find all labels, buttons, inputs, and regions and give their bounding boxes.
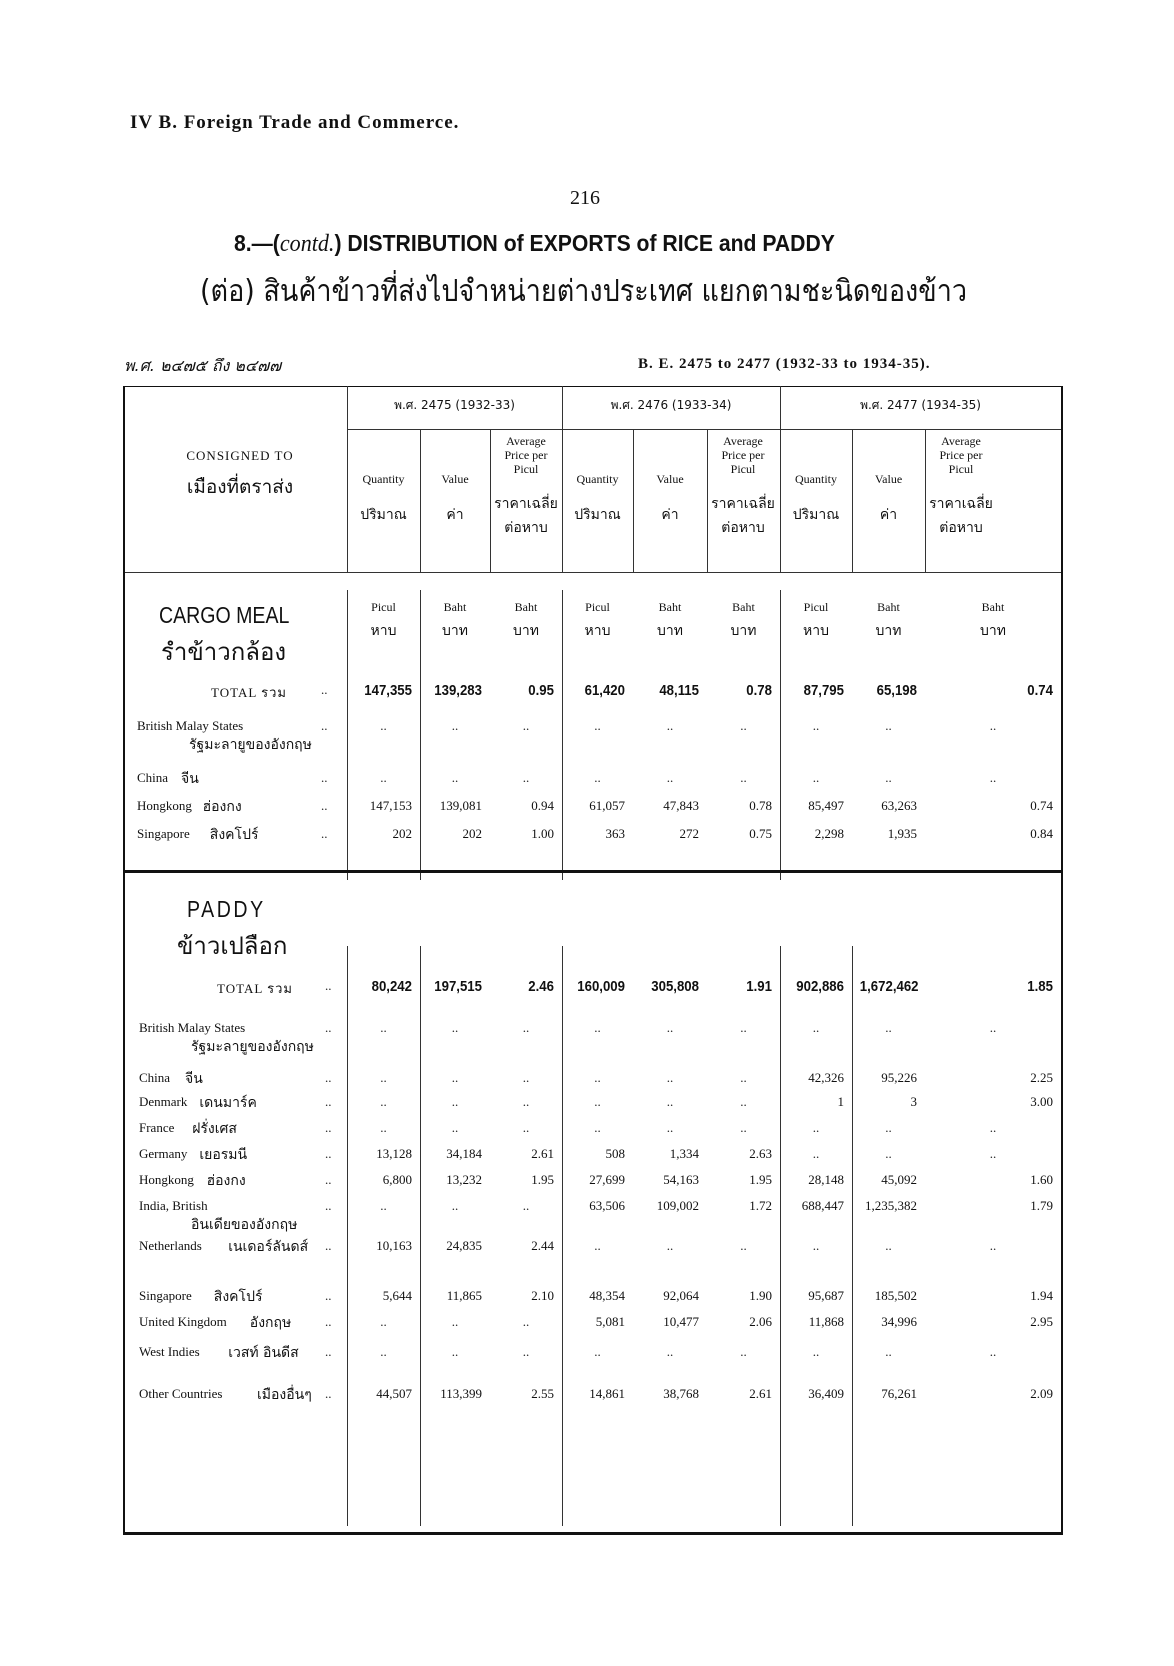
cargo-total-cell: 0.74 — [1027, 682, 1053, 699]
unit-label: Picul — [371, 600, 396, 614]
quantity-header: Quantity — [795, 472, 837, 486]
cargo-row-cell: .. — [451, 718, 459, 733]
unit-label: Baht — [877, 600, 900, 614]
paddy-row-cell: 11,865 — [446, 1288, 482, 1303]
value-header-th: ค่า — [446, 507, 464, 523]
paddy-row-cell: 1.94 — [1030, 1288, 1053, 1303]
cargo-row-cell: 0.78 — [749, 798, 772, 813]
paddy-country-th: สิงคโปร์ — [213, 1289, 263, 1305]
paddy-row-cell: 185,502 — [874, 1288, 917, 1303]
paddy-country-label: France — [139, 1120, 175, 1135]
cargo-meal-title-th: รำข้าวกล้อง — [161, 638, 287, 666]
paddy-total-cell: 1.91 — [746, 978, 772, 995]
paddy-row-cell: .. — [989, 1146, 997, 1161]
cargo-row-cell: .. — [989, 770, 997, 785]
paddy-row-cell: 6,800 — [382, 1172, 412, 1187]
paddy-row-cell: .. — [594, 1238, 601, 1253]
paddy-row-cell: 5,081 — [595, 1314, 625, 1329]
quantity-header-th: ปริมาณ — [792, 507, 840, 523]
cargo-row-cell: .. — [522, 770, 530, 785]
title-contd: contd. — [279, 231, 335, 257]
cargo-row-cell: 1.00 — [531, 826, 554, 841]
paddy-row-cell: 1.60 — [1030, 1172, 1053, 1187]
paddy-country-label: Netherlands — [139, 1238, 202, 1253]
paddy-row-cell: .. — [740, 1344, 747, 1359]
cargo-row-cell: .. — [522, 718, 530, 733]
paddy-row-cell: .. — [451, 1120, 459, 1135]
table-top-rule — [125, 386, 1061, 387]
unit-label-th: บาท — [513, 623, 539, 639]
col-rule — [490, 429, 491, 572]
paddy-country-th: เนเดอร์ลันดส์ — [228, 1239, 309, 1255]
year-header-rule — [347, 429, 1061, 430]
paddy-row-dots: .. — [325, 1172, 332, 1187]
cargo-row-cell: 363 — [605, 826, 625, 841]
paddy-row-cell: .. — [666, 1120, 674, 1135]
cargo-row-cell: 272 — [679, 826, 699, 841]
cargo-total-cell: 65,198 — [876, 682, 917, 699]
cargo-row-cell: .. — [594, 718, 601, 733]
paddy-total-cell: 1,672,462 — [859, 978, 919, 995]
unit-label-th: บาท — [442, 623, 468, 639]
year-1-header: พ.ศ. 2475 (1932-33) — [394, 398, 515, 412]
cargo-country-label: Hongkong — [137, 798, 192, 813]
consigned-to-th: เมืองที่ตราส่ง — [186, 476, 294, 498]
paddy-row-cell: 1.72 — [749, 1198, 772, 1213]
paddy-row-cell: .. — [989, 1120, 997, 1135]
paddy-country-label: Denmark — [139, 1094, 188, 1109]
unit-label: Baht — [658, 600, 682, 614]
paddy-row-cell: .. — [812, 1020, 820, 1035]
paddy-row-cell: 34,996 — [881, 1314, 917, 1329]
paddy-total-cell: 80,242 — [371, 978, 412, 995]
quantity-header: Quantity — [576, 472, 619, 486]
paddy-row-cell: 10,163 — [376, 1238, 412, 1253]
title-prefix: 8.—( — [234, 230, 280, 256]
paddy-row-cell: .. — [451, 1020, 459, 1035]
paddy-row-cell: 1.90 — [749, 1288, 772, 1303]
paddy-row-cell: .. — [380, 1314, 387, 1329]
paddy-row-cell: 63,506 — [589, 1198, 625, 1213]
quantity-header-th: ปริมาณ — [360, 507, 407, 523]
paddy-row-cell: 38,768 — [663, 1386, 699, 1401]
cargo-total-cell: 147,355 — [364, 682, 412, 699]
avg-price-header-th: ราคาเฉลี่ยต่อหาบ — [711, 496, 775, 536]
avg-price-header: Average Price per Picul — [721, 434, 765, 476]
cargo-total-cell: 48,115 — [659, 682, 699, 699]
cargo-row-cell: 0.94 — [531, 798, 554, 813]
year-range-th: พ.ศ. ๒๔๗๕ ถึง ๒๔๗๗ — [124, 356, 282, 375]
paddy-country-th: เมืองอื่นๆ — [257, 1387, 312, 1403]
cargo-row-cell: 202 — [462, 826, 482, 841]
year-3-header: พ.ศ. 2477 (1934-35) — [860, 398, 981, 412]
cargo-row-cell: .. — [989, 718, 997, 733]
paddy-row-cell: 508 — [605, 1146, 625, 1161]
paddy-row-cell: 1,235,382 — [865, 1198, 917, 1213]
cargo-total-label: TOTAL รวม — [211, 685, 287, 700]
unit-label: Baht — [981, 600, 1005, 614]
paddy-title-th: ข้าวเปลือก — [177, 932, 288, 960]
paddy-row-cell: .. — [666, 1344, 674, 1359]
paddy-country-th: เดนมาร์ค — [199, 1095, 257, 1111]
value-header: Value — [656, 472, 684, 486]
paddy-row-cell: .. — [812, 1146, 820, 1161]
paddy-row-cell: .. — [812, 1344, 820, 1359]
paddy-country-label: Hongkong — [139, 1172, 194, 1187]
paddy-row-cell: 13,128 — [376, 1146, 412, 1161]
paddy-country-th: เยอรมนี — [199, 1147, 248, 1163]
avg-price-header-th: ราคาเฉลี่ยต่อหาบ — [929, 496, 993, 536]
cargo-total-cell: 0.95 — [528, 682, 554, 699]
paddy-row-dots: .. — [325, 1120, 332, 1135]
cargo-total-cell: 139,283 — [434, 682, 482, 699]
paddy-country-th: อินเดียของอังกฤษ — [191, 1217, 298, 1233]
paddy-row-cell: 44,507 — [376, 1386, 412, 1401]
title-rest: ) DISTRIBUTION of EXPORTS of RICE and PADDY — [334, 230, 835, 256]
unit-label-th: บาท — [657, 623, 683, 639]
paddy-row-cell: 34,184 — [446, 1146, 482, 1161]
paddy-row-cell: 1,334 — [669, 1146, 699, 1161]
paddy-row-cell: 1.95 — [749, 1172, 772, 1187]
cargo-row-cell: 0.75 — [749, 826, 772, 841]
paddy-row-cell: .. — [740, 1070, 747, 1085]
paddy-country-th: ฝรั่งเศส — [192, 1121, 237, 1137]
paddy-row-cell: 2.10 — [531, 1288, 554, 1303]
cargo-row-cell: 63,263 — [881, 798, 917, 813]
paddy-row-cell: .. — [380, 1020, 387, 1035]
cargo-country-label: China — [137, 770, 169, 785]
year-2-header: พ.ศ. 2476 (1933-34) — [610, 398, 732, 412]
paddy-row-cell: 3 — [910, 1094, 917, 1109]
paddy-row-cell: .. — [594, 1120, 601, 1135]
paddy-row-dots: .. — [325, 1146, 332, 1161]
paddy-row-cell: 95,687 — [808, 1288, 844, 1303]
paddy-row-cell: .. — [885, 1146, 892, 1161]
paddy-row-cell: 92,064 — [663, 1288, 699, 1303]
paddy-country-label: United Kingdom — [139, 1314, 227, 1329]
cargo-country-th: รัฐมะลายูของอังกฤษ — [189, 737, 312, 753]
cargo-row-cell: .. — [885, 718, 892, 733]
col-rule — [707, 429, 708, 572]
paddy-row-cell: 45,092 — [881, 1172, 917, 1187]
paddy-row-cell: .. — [451, 1314, 459, 1329]
paddy-row-dots: .. — [325, 1070, 332, 1085]
col-rule — [925, 429, 926, 572]
value-header-th: ค่า — [661, 507, 679, 523]
paddy-country-th: เวสท์ อินดีส — [228, 1345, 299, 1361]
paddy-row-cell: .. — [380, 1120, 387, 1135]
cargo-row-cell: 47,843 — [663, 798, 699, 813]
cargo-total-cell: 61,420 — [584, 682, 625, 699]
paddy-row-cell: .. — [522, 1020, 530, 1035]
paddy-row-dots: .. — [325, 1094, 332, 1109]
paddy-row-cell: 2.63 — [749, 1146, 772, 1161]
paddy-row-cell: .. — [666, 1094, 674, 1109]
paddy-row-cell: 10,477 — [663, 1314, 699, 1329]
cargo-total-cell: 0.78 — [746, 682, 772, 699]
paddy-row-cell: 28,148 — [808, 1172, 844, 1187]
header-bottom-rule — [125, 572, 1061, 573]
cargo-country-label: British Malay States — [137, 718, 244, 733]
paddy-row-cell: .. — [380, 1070, 387, 1085]
unit-label: Picul — [585, 600, 610, 614]
paddy-row-cell: 109,002 — [656, 1198, 699, 1213]
paddy-row-cell: 36,409 — [808, 1386, 844, 1401]
paddy-row-cell: 688,447 — [801, 1198, 844, 1213]
unit-label-th: หาบ — [803, 623, 829, 639]
paddy-row-cell: .. — [885, 1120, 892, 1135]
paddy-row-cell: 3.00 — [1030, 1094, 1053, 1109]
paddy-row-cell: .. — [522, 1120, 530, 1135]
paddy-row-cell: 2.95 — [1030, 1314, 1053, 1329]
cargo-country-th: ฮ่องกง — [202, 799, 242, 815]
paddy-row-cell: .. — [885, 1238, 892, 1253]
paddy-row-cell: 11,868 — [808, 1314, 844, 1329]
paddy-row-cell: .. — [740, 1094, 747, 1109]
paddy-country-label: India, British — [139, 1198, 208, 1213]
paddy-row-cell: 2.44 — [531, 1238, 554, 1253]
cargo-row-cell: .. — [380, 770, 387, 785]
unit-label-th: บาท — [730, 623, 757, 639]
avg-price-header: Average Price per Picul — [504, 434, 548, 476]
paddy-row-cell: .. — [594, 1070, 601, 1085]
paddy-country-th: รัฐมะลายูของอังกฤษ — [191, 1039, 314, 1055]
paddy-row-cell: .. — [666, 1238, 674, 1253]
section-separator — [125, 870, 1061, 873]
cargo-row-cell: .. — [666, 718, 674, 733]
col-rule — [852, 429, 853, 572]
cargo-row-cell: 85,497 — [808, 798, 844, 813]
paddy-row-cell: 5,644 — [382, 1288, 412, 1303]
paddy-row-cell: .. — [522, 1314, 530, 1329]
col-rule — [633, 429, 634, 572]
cargo-row-cell: 61,057 — [589, 798, 625, 813]
paddy-row-cell: .. — [666, 1070, 674, 1085]
paddy-row-dots: .. — [325, 1344, 332, 1359]
unit-label: Picul — [803, 600, 829, 614]
paddy-row-cell: .. — [740, 1020, 747, 1035]
paddy-row-cell: 2.61 — [749, 1386, 772, 1401]
cargo-row-cell: .. — [380, 718, 387, 733]
paddy-row-cell: .. — [812, 1238, 820, 1253]
paddy-row-cell: 27,699 — [589, 1172, 625, 1187]
cargo-row-cell: .. — [812, 718, 820, 733]
value-header: Value — [441, 472, 469, 486]
cargo-row-cell: .. — [451, 770, 459, 785]
paddy-row-cell: .. — [989, 1238, 997, 1253]
paddy-row-cell: 113,399 — [440, 1386, 482, 1401]
unit-label: Baht — [732, 600, 755, 614]
cargo-row-cell: 139,081 — [439, 798, 482, 813]
cargo-row-cell: .. — [594, 770, 601, 785]
paddy-row-cell: .. — [989, 1344, 997, 1359]
paddy-country-label: China — [139, 1070, 171, 1085]
unit-label-th: บาท — [980, 623, 1006, 639]
paddy-row-dots: .. — [325, 1238, 332, 1253]
paddy-country-th: อังกฤษ — [249, 1315, 292, 1331]
paddy-row-dots: .. — [325, 1020, 332, 1035]
paddy-row-cell: .. — [989, 1020, 997, 1035]
paddy-row-cell: 54,163 — [663, 1172, 699, 1187]
paddy-row-cell: .. — [451, 1094, 459, 1109]
exports-table — [123, 386, 1063, 1535]
section-header: IV B. Foreign Trade and Commerce. — [130, 112, 460, 133]
consigned-to-en: CONSIGNED TO — [186, 448, 294, 463]
cargo-row-dots: .. — [321, 770, 328, 785]
paddy-row-cell: .. — [522, 1198, 530, 1213]
paddy-total-cell: 2.46 — [528, 978, 554, 995]
unit-label-th: หาบ — [584, 623, 611, 639]
paddy-row-cell: .. — [522, 1094, 530, 1109]
paddy-row-cell: 14,861 — [589, 1386, 625, 1401]
unit-label: Baht — [443, 600, 467, 614]
cargo-row-cell: .. — [885, 770, 892, 785]
paddy-row-cell: 2.61 — [531, 1146, 554, 1161]
paddy-total-cell: 197,515 — [434, 978, 482, 995]
page-number: 216 — [570, 187, 600, 209]
paddy-row-cell: .. — [380, 1094, 387, 1109]
cargo-row-cell: 2,298 — [814, 826, 844, 841]
paddy-total-dots: .. — [325, 978, 332, 993]
cargo-total-dots: .. — [321, 682, 328, 697]
paddy-country-label: Other Countries — [139, 1386, 223, 1401]
cargo-country-th: สิงคโปร์ — [209, 827, 259, 843]
value-header: Value — [874, 472, 903, 486]
paddy-row-cell: 2.06 — [749, 1314, 772, 1329]
paddy-country-label: British Malay States — [139, 1020, 246, 1035]
paddy-row-dots: .. — [325, 1288, 332, 1303]
cargo-total-cell: 87,795 — [803, 682, 844, 699]
paddy-row-cell: 2.25 — [1030, 1070, 1053, 1085]
cargo-row-cell: 1,935 — [887, 826, 917, 841]
paddy-row-dots: .. — [325, 1314, 332, 1329]
year-range-en: B. E. 2475 to 2477 (1932-33 to 1934-35). — [638, 356, 931, 372]
paddy-row-cell: .. — [522, 1070, 530, 1085]
cargo-row-cell: .. — [812, 770, 820, 785]
cargo-row-cell: 202 — [392, 826, 412, 841]
paddy-row-cell: .. — [594, 1344, 601, 1359]
paddy-row-dots: .. — [325, 1386, 332, 1401]
paddy-country-label: Singapore — [139, 1288, 192, 1303]
quantity-header-th: ปริมาณ — [574, 507, 621, 523]
cargo-row-cell: 0.84 — [1030, 826, 1053, 841]
paddy-row-cell: .. — [451, 1070, 459, 1085]
paddy-row-dots: .. — [325, 1198, 332, 1213]
quantity-header: Quantity — [362, 472, 405, 486]
paddy-row-cell: .. — [812, 1120, 820, 1135]
paddy-row-cell: .. — [666, 1020, 674, 1035]
paddy-row-cell: 1 — [837, 1094, 844, 1109]
cargo-row-cell: 147,153 — [369, 798, 412, 813]
paddy-row-cell: .. — [380, 1344, 387, 1359]
paddy-country-th: จีน — [185, 1071, 203, 1087]
value-header-th: ค่า — [879, 507, 898, 523]
paddy-title: PADDY — [187, 896, 266, 922]
paddy-total-cell: 305,808 — [651, 978, 699, 995]
paddy-row-cell: .. — [451, 1198, 459, 1213]
cargo-row-cell: .. — [740, 718, 747, 733]
avg-price-header: Average Price per Picul — [939, 434, 983, 476]
paddy-row-cell: 42,326 — [808, 1070, 844, 1085]
paddy-total-label: TOTAL รวม — [217, 981, 293, 996]
table-title-en — [234, 230, 835, 258]
paddy-row-cell: .. — [740, 1120, 747, 1135]
paddy-row-cell: 95,226 — [881, 1070, 917, 1085]
paddy-total-cell: 160,009 — [577, 978, 625, 995]
paddy-total-cell: 1.85 — [1027, 978, 1053, 995]
paddy-row-cell: 48,354 — [589, 1288, 625, 1303]
paddy-country-label: Germany — [139, 1146, 188, 1161]
unit-label-th: หาบ — [370, 623, 397, 639]
cargo-row-cell: .. — [666, 770, 674, 785]
paddy-row-cell: .. — [594, 1094, 601, 1109]
cargo-row-dots: .. — [321, 718, 328, 733]
cargo-row-dots: .. — [321, 826, 328, 841]
paddy-row-cell: 2.55 — [531, 1386, 554, 1401]
paddy-country-th: ฮ่องกง — [206, 1173, 246, 1189]
paddy-row-cell: .. — [740, 1238, 747, 1253]
unit-label-th: บาท — [875, 623, 902, 639]
paddy-row-cell: .. — [885, 1344, 892, 1359]
cargo-row-dots: .. — [321, 798, 328, 813]
paddy-row-cell: .. — [451, 1344, 459, 1359]
paddy-row-cell: 13,232 — [446, 1172, 482, 1187]
paddy-row-cell: 76,261 — [881, 1386, 917, 1401]
avg-price-header-th: ราคาเฉลี่ยต่อหาบ — [494, 496, 558, 536]
cargo-row-cell: 0.74 — [1030, 798, 1053, 813]
paddy-row-cell: 2.09 — [1030, 1386, 1053, 1401]
paddy-row-cell: .. — [380, 1198, 387, 1213]
paddy-country-label: West Indies — [139, 1344, 200, 1359]
paddy-row-cell: 1.79 — [1030, 1198, 1053, 1213]
paddy-total-cell: 902,886 — [796, 978, 844, 995]
table-title-th: (ต่อ) สินค้าข้าวที่ส่งไปจำหน่ายต่างประเทศ แยกตามชะนิดของข้าว — [200, 274, 968, 309]
paddy-row-cell: .. — [522, 1344, 530, 1359]
cargo-meal-title: CARGO MEAL — [159, 602, 290, 628]
paddy-row-cell: 1.95 — [531, 1172, 554, 1187]
unit-label: Baht — [514, 600, 538, 614]
col-rule — [420, 429, 421, 572]
paddy-row-cell: .. — [594, 1020, 601, 1035]
cargo-country-label: Singapore — [137, 826, 190, 841]
paddy-row-cell: 24,835 — [446, 1238, 482, 1253]
cargo-row-cell: .. — [740, 770, 747, 785]
paddy-row-cell: .. — [885, 1020, 892, 1035]
cargo-country-th: จีน — [181, 771, 199, 787]
